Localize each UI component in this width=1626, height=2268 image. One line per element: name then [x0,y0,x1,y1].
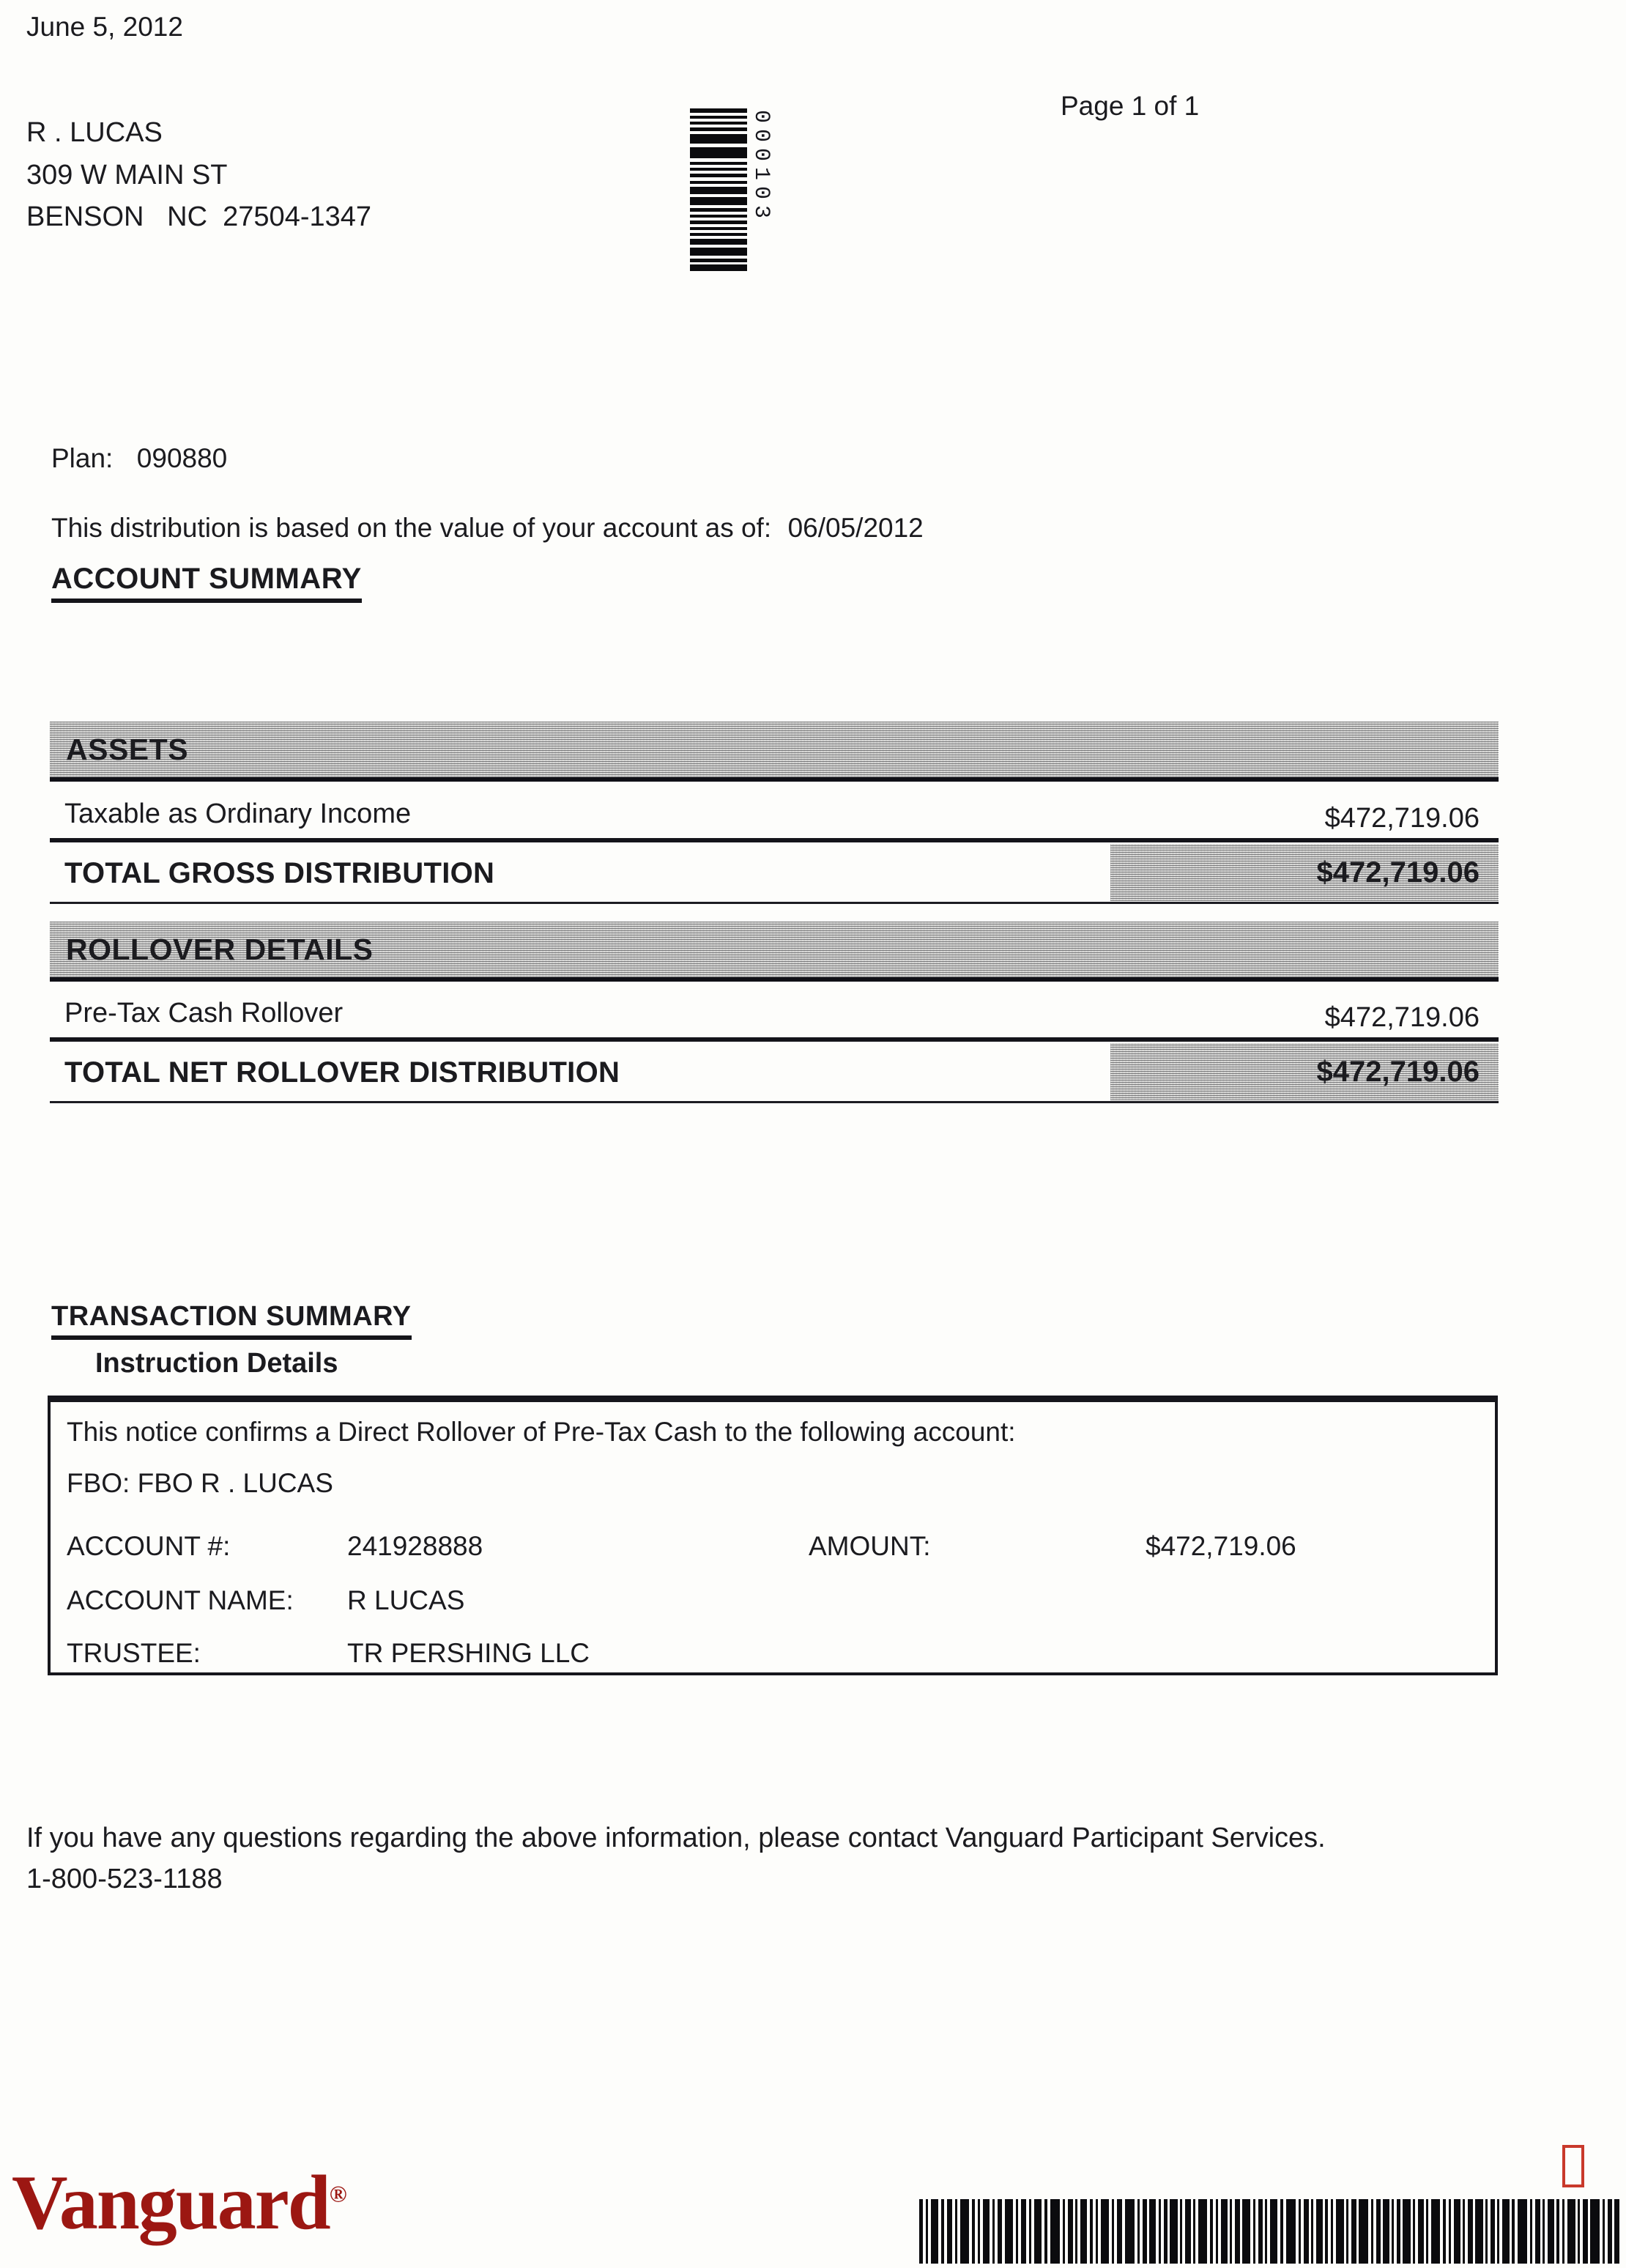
asset-row-label: Taxable as Ordinary Income [64,798,412,829]
rollover-notice-text: This notice confirms a Direct Rollover of Pre-Tax Cash to the following account: [67,1417,1016,1447]
recipient-street: 309 W MAIN ST [26,159,228,190]
separator-line [50,902,1499,904]
account-name-value: R LUCAS [347,1585,465,1615]
rollover-row-value: $472,719.06 [1324,1002,1480,1033]
rollover-header-bar [50,922,1499,982]
plan-label: Plan: [51,443,114,473]
transaction-summary-title: TRANSACTION SUMMARY [51,1301,412,1340]
plan-line [51,443,227,475]
letter-date: June 5, 2012 [26,12,183,42]
account-number-value: 241928888 [347,1531,483,1561]
separator-line [50,838,1499,842]
account-number-label: ACCOUNT #: [67,1531,231,1561]
page-indicator: Page 1 of 1 [1061,91,1200,121]
rollover-header-label: ROLLOVER DETAILS [66,932,374,966]
valuation-date: 06/05/2012 [787,513,924,543]
vanguard-logo [12,2158,347,2247]
recipient-name: R . LUCAS [26,117,163,148]
recipient-city-line: BENSON NC 27504-1347 [26,201,372,233]
fbo-line: FBO: FBO R . LUCAS [67,1468,333,1498]
assets-header-bar [50,722,1499,782]
amount-value: $472,719.06 [1146,1531,1296,1561]
account-name-label: ACCOUNT NAME: [67,1585,294,1615]
separator-line [50,1101,1499,1103]
total-gross-label: TOTAL GROSS DISTRIBUTION [64,857,495,889]
mail-barcode-icon [690,108,747,271]
footer-contact-text: If you have any questions regarding the above information, please contact Vanguard Participant Services. [26,1823,1326,1853]
instruction-details-subtitle: Instruction Details [95,1348,338,1379]
account-summary-title: ACCOUNT SUMMARY [51,563,362,603]
rollover-row-label: Pre-Tax Cash Rollover [64,998,344,1029]
red-scan-mark [1562,2145,1584,2187]
plan-number: 090880 [136,443,228,473]
total-net-label: TOTAL NET ROLLOVER DISTRIBUTION [64,1056,620,1089]
assets-header-label: ASSETS [66,732,189,766]
separator-line [50,1037,1499,1042]
valuation-line [51,513,924,544]
mail-barcode-label: 000103 [749,110,773,225]
instruction-details-box [48,1396,1498,1675]
trustee-label: TRUSTEE: [67,1638,201,1668]
vanguard-logo-text: Vanguard [12,2160,330,2245]
registered-trademark-icon: ® [329,2180,347,2207]
tracking-barcode-icon [919,2199,1621,2264]
total-net-value-cell [1110,1043,1499,1100]
total-net-value: $472,719.06 [1316,1055,1480,1088]
valuation-text: This distribution is based on the value of your account as of: [51,513,772,543]
trustee-value: TR PERSHING LLC [347,1638,590,1668]
total-gross-value-cell [1110,844,1499,901]
recipient-address-block [26,117,371,234]
total-gross-value: $472,719.06 [1316,856,1480,889]
asset-row-value: $472,719.06 [1324,803,1480,834]
amount-label: AMOUNT: [809,1531,931,1561]
footer-phone: 1-800-523-1188 [26,1864,223,1894]
